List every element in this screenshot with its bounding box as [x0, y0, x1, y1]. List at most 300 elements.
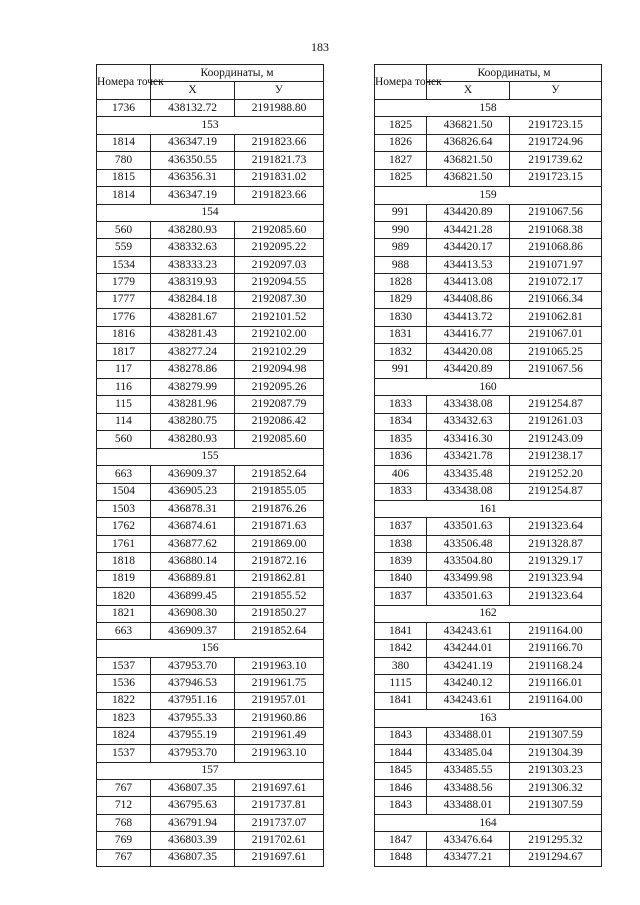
y-coordinate-cell: 2191723.15 [510, 117, 602, 134]
y-coordinate-cell: 2192095.26 [235, 378, 324, 395]
x-coordinate-cell: 434243.61 [427, 623, 510, 640]
point-number-cell: 1837 [375, 518, 427, 535]
y-coordinate-cell: 2192102.29 [235, 344, 324, 361]
group-label: 163 [375, 710, 602, 727]
table-row [97, 518, 324, 535]
point-number-cell: 1825 [375, 169, 427, 186]
point-number-cell: 117 [97, 361, 151, 378]
table-row [97, 483, 324, 500]
y-coordinate-cell: 2191323.64 [510, 518, 602, 535]
group-label: 156 [97, 640, 324, 657]
x-coordinate-cell: 433476.64 [427, 832, 510, 849]
x-coordinate-cell: 434416.77 [427, 326, 510, 343]
y-coordinate-cell: 2191697.61 [235, 779, 324, 796]
y-coordinate-cell: 2191164.00 [510, 623, 602, 640]
x-coordinate-cell: 434243.61 [427, 692, 510, 709]
y-coordinate-cell: 2191261.03 [510, 413, 602, 430]
x-coordinate-cell: 438319.93 [151, 274, 235, 291]
y-coordinate-cell: 2192095.22 [235, 239, 324, 256]
table-row [375, 483, 602, 500]
table-row [375, 396, 602, 413]
table-row [375, 640, 602, 657]
point-number-cell: 1831 [375, 326, 427, 343]
x-coordinate-cell: 436877.62 [151, 535, 235, 552]
y-coordinate-cell: 2191852.64 [235, 623, 324, 640]
table-row [375, 256, 602, 273]
point-number-cell: 1816 [97, 326, 151, 343]
column-header-coordinates: Координаты, м [427, 65, 602, 82]
y-coordinate-cell: 2191068.86 [510, 239, 602, 256]
point-number-cell: 1826 [375, 134, 427, 151]
x-coordinate-cell: 433438.08 [427, 396, 510, 413]
y-coordinate-cell: 2191166.01 [510, 675, 602, 692]
table-row [375, 553, 602, 570]
group-label: 162 [375, 605, 602, 622]
x-coordinate-cell: 434408.86 [427, 291, 510, 308]
point-number-cell: 1761 [97, 535, 151, 552]
table-row [375, 152, 602, 169]
point-number-cell: 1536 [97, 675, 151, 692]
table-row [375, 675, 602, 692]
y-coordinate-cell: 2191067.56 [510, 204, 602, 221]
x-coordinate-cell: 433485.55 [427, 762, 510, 779]
table-row [97, 274, 324, 291]
y-coordinate-cell: 2191067.01 [510, 326, 602, 343]
x-coordinate-cell: 433438.08 [427, 483, 510, 500]
point-number-cell: 991 [375, 204, 427, 221]
point-number-cell: 1834 [375, 413, 427, 430]
table-row [375, 291, 602, 308]
y-coordinate-cell: 2191957.01 [235, 692, 324, 709]
x-coordinate-cell: 436821.50 [427, 117, 510, 134]
table-row [97, 797, 324, 814]
column-header-x: X [427, 82, 510, 99]
table-row [97, 152, 324, 169]
table-row [375, 832, 602, 849]
table-row [97, 570, 324, 587]
point-number-cell: 1115 [375, 675, 427, 692]
table-row [375, 779, 602, 796]
point-number-cell: 1844 [375, 745, 427, 762]
table-row [97, 413, 324, 430]
table-row [97, 256, 324, 273]
x-coordinate-cell: 434420.89 [427, 204, 510, 221]
x-coordinate-cell: 438281.67 [151, 309, 235, 326]
group-row [375, 187, 602, 204]
y-coordinate-cell: 2191737.81 [235, 797, 324, 814]
point-number-cell: 1841 [375, 692, 427, 709]
x-coordinate-cell: 438332.63 [151, 239, 235, 256]
table-row [375, 169, 602, 186]
x-coordinate-cell: 433432.63 [427, 413, 510, 430]
table-row [97, 169, 324, 186]
point-number-cell: 1835 [375, 431, 427, 448]
table-row [97, 344, 324, 361]
y-coordinate-cell: 2191737.07 [235, 814, 324, 831]
x-coordinate-cell: 437953.70 [151, 657, 235, 674]
y-coordinate-cell: 2192086.42 [235, 413, 324, 430]
column-header-coordinates: Координаты, м [151, 65, 324, 82]
point-number-cell: 1839 [375, 553, 427, 570]
point-number-cell: 1534 [97, 256, 151, 273]
table-row [375, 239, 602, 256]
y-coordinate-cell: 2191166.70 [510, 640, 602, 657]
point-number-cell: 1832 [375, 344, 427, 361]
point-number-cell: 116 [97, 378, 151, 395]
table-row [375, 448, 602, 465]
point-number-cell: 1815 [97, 169, 151, 186]
x-coordinate-cell: 436826.64 [427, 134, 510, 151]
point-number-cell: 1818 [97, 553, 151, 570]
point-number-cell: 1537 [97, 745, 151, 762]
table-row [375, 117, 602, 134]
x-coordinate-cell: 434413.08 [427, 274, 510, 291]
group-row [375, 99, 602, 116]
x-coordinate-cell: 433501.63 [427, 588, 510, 605]
column-header-y: У [235, 82, 324, 99]
y-coordinate-cell: 2191702.61 [235, 832, 324, 849]
y-coordinate-cell: 2192102.00 [235, 326, 324, 343]
x-coordinate-cell: 433485.04 [427, 745, 510, 762]
point-number-cell: 663 [97, 466, 151, 483]
table-row [375, 361, 602, 378]
table-row [375, 221, 602, 238]
group-row [375, 378, 602, 395]
table-row [375, 692, 602, 709]
point-number-cell: 1846 [375, 779, 427, 796]
point-number-cell: 560 [97, 221, 151, 238]
y-coordinate-cell: 2191066.34 [510, 291, 602, 308]
y-coordinate-cell: 2191168.24 [510, 657, 602, 674]
table-row [97, 849, 324, 866]
y-coordinate-cell: 2191071.97 [510, 256, 602, 273]
point-number-cell: 1838 [375, 535, 427, 552]
x-coordinate-cell: 438281.96 [151, 396, 235, 413]
coordinates-table-right [374, 64, 602, 867]
x-coordinate-cell: 437946.53 [151, 675, 235, 692]
table-row [375, 344, 602, 361]
point-number-cell: 1827 [375, 152, 427, 169]
x-coordinate-cell: 434420.89 [427, 361, 510, 378]
x-coordinate-cell: 438277.24 [151, 344, 235, 361]
y-coordinate-cell: 2191062.81 [510, 309, 602, 326]
point-number-cell: 1814 [97, 187, 151, 204]
y-coordinate-cell: 2191855.52 [235, 588, 324, 605]
x-coordinate-cell: 437955.19 [151, 727, 235, 744]
table-row [375, 657, 602, 674]
table-row [97, 623, 324, 640]
point-number-cell: 991 [375, 361, 427, 378]
table-row [97, 832, 324, 849]
x-coordinate-cell: 436791.94 [151, 814, 235, 831]
y-coordinate-cell: 2191068.38 [510, 221, 602, 238]
x-coordinate-cell: 436889.81 [151, 570, 235, 587]
column-header-point-number: Номера точек [375, 65, 427, 100]
table-row [97, 326, 324, 343]
point-number-cell: 1833 [375, 483, 427, 500]
table-row [375, 745, 602, 762]
y-coordinate-cell: 2192094.98 [235, 361, 324, 378]
table-row [97, 239, 324, 256]
table-row [97, 378, 324, 395]
table-row [375, 727, 602, 744]
x-coordinate-cell: 438281.43 [151, 326, 235, 343]
table-row [375, 309, 602, 326]
x-coordinate-cell: 438279.99 [151, 378, 235, 395]
y-coordinate-cell: 2191243.09 [510, 431, 602, 448]
table-row [375, 274, 602, 291]
table-row [375, 623, 602, 640]
table-row [97, 692, 324, 709]
x-coordinate-cell: 436878.31 [151, 500, 235, 517]
y-coordinate-cell: 2191164.00 [510, 692, 602, 709]
table-row [375, 762, 602, 779]
table-row [375, 588, 602, 605]
y-coordinate-cell: 2191823.66 [235, 134, 324, 151]
y-coordinate-cell: 2191238.17 [510, 448, 602, 465]
table-row [97, 221, 324, 238]
y-coordinate-cell: 2191963.10 [235, 657, 324, 674]
table-row [97, 657, 324, 674]
point-number-cell: 1841 [375, 623, 427, 640]
y-coordinate-cell: 2191869.00 [235, 535, 324, 552]
point-number-cell: 769 [97, 832, 151, 849]
table-row [97, 727, 324, 744]
table-row [375, 326, 602, 343]
point-number-cell: 1836 [375, 448, 427, 465]
point-number-cell: 1843 [375, 727, 427, 744]
point-number-cell: 1833 [375, 396, 427, 413]
point-number-cell: 1847 [375, 832, 427, 849]
table-row [97, 431, 324, 448]
x-coordinate-cell: 436899.45 [151, 588, 235, 605]
x-coordinate-cell: 438132.72 [151, 99, 235, 116]
point-number-cell: 1848 [375, 849, 427, 866]
y-coordinate-cell: 2191871.63 [235, 518, 324, 535]
point-number-cell: 559 [97, 239, 151, 256]
x-coordinate-cell: 434413.72 [427, 309, 510, 326]
point-number-cell: 1823 [97, 710, 151, 727]
group-label: 153 [97, 117, 324, 134]
group-label: 154 [97, 204, 324, 221]
y-coordinate-cell: 2192085.60 [235, 431, 324, 448]
x-coordinate-cell: 434420.17 [427, 239, 510, 256]
point-number-cell: 990 [375, 221, 427, 238]
y-coordinate-cell: 2191323.64 [510, 588, 602, 605]
table-row [375, 535, 602, 552]
x-coordinate-cell: 433506.48 [427, 535, 510, 552]
y-coordinate-cell: 2191855.05 [235, 483, 324, 500]
x-coordinate-cell: 433477.21 [427, 849, 510, 866]
table-row [97, 361, 324, 378]
y-coordinate-cell: 2191831.02 [235, 169, 324, 186]
y-coordinate-cell: 2191823.66 [235, 187, 324, 204]
table-row [97, 535, 324, 552]
point-number-cell: 712 [97, 797, 151, 814]
table-row [375, 431, 602, 448]
table-row [97, 187, 324, 204]
x-coordinate-cell: 438280.75 [151, 413, 235, 430]
x-coordinate-cell: 436350.55 [151, 152, 235, 169]
y-coordinate-cell: 2192087.30 [235, 291, 324, 308]
point-number-cell: 1504 [97, 483, 151, 500]
y-coordinate-cell: 2191323.94 [510, 570, 602, 587]
x-coordinate-cell: 436909.37 [151, 623, 235, 640]
y-coordinate-cell: 2191872.16 [235, 553, 324, 570]
x-coordinate-cell: 436807.35 [151, 849, 235, 866]
table-row [97, 134, 324, 151]
point-number-cell: 114 [97, 413, 151, 430]
table-row [97, 814, 324, 831]
y-coordinate-cell: 2191294.67 [510, 849, 602, 866]
y-coordinate-cell: 2192094.55 [235, 274, 324, 291]
point-number-cell: 560 [97, 431, 151, 448]
y-coordinate-cell: 2191876.26 [235, 500, 324, 517]
page-number: 183 [311, 40, 329, 54]
point-number-cell: 1779 [97, 274, 151, 291]
table-row [375, 204, 602, 221]
x-coordinate-cell: 438280.93 [151, 431, 235, 448]
x-coordinate-cell: 436807.35 [151, 779, 235, 796]
group-label: 155 [97, 448, 324, 465]
y-coordinate-cell: 2191072.17 [510, 274, 602, 291]
point-number-cell: 989 [375, 239, 427, 256]
table-row [97, 779, 324, 796]
group-label: 164 [375, 814, 602, 831]
point-number-cell: 1825 [375, 117, 427, 134]
table-row [97, 675, 324, 692]
table-row [375, 570, 602, 587]
y-coordinate-cell: 2191067.56 [510, 361, 602, 378]
y-coordinate-cell: 2192085.60 [235, 221, 324, 238]
point-number-cell: 1503 [97, 500, 151, 517]
table-row [97, 466, 324, 483]
y-coordinate-cell: 2191724.96 [510, 134, 602, 151]
x-coordinate-cell: 436821.50 [427, 169, 510, 186]
x-coordinate-cell: 438333.23 [151, 256, 235, 273]
table-row [97, 745, 324, 762]
y-coordinate-cell: 2191963.10 [235, 745, 324, 762]
point-number-cell: 115 [97, 396, 151, 413]
group-label: 160 [375, 378, 602, 395]
table-row [375, 849, 602, 866]
point-number-cell: 380 [375, 657, 427, 674]
group-row [97, 117, 324, 134]
y-coordinate-cell: 2191821.73 [235, 152, 324, 169]
point-number-cell: 1842 [375, 640, 427, 657]
x-coordinate-cell: 433488.01 [427, 727, 510, 744]
x-coordinate-cell: 436909.37 [151, 466, 235, 483]
y-coordinate-cell: 2191304.39 [510, 745, 602, 762]
point-number-cell: 1817 [97, 344, 151, 361]
table-row [375, 466, 602, 483]
x-coordinate-cell: 436803.39 [151, 832, 235, 849]
x-coordinate-cell: 433499.98 [427, 570, 510, 587]
x-coordinate-cell: 434244.01 [427, 640, 510, 657]
y-coordinate-cell: 2191254.87 [510, 483, 602, 500]
point-number-cell: 768 [97, 814, 151, 831]
table-row [97, 588, 324, 605]
table-row [97, 553, 324, 570]
y-coordinate-cell: 2191739.62 [510, 152, 602, 169]
point-number-cell: 406 [375, 466, 427, 483]
x-coordinate-cell: 434241.19 [427, 657, 510, 674]
point-number-cell: 780 [97, 152, 151, 169]
header-row [97, 65, 324, 82]
point-number-cell: 1840 [375, 570, 427, 587]
x-coordinate-cell: 437953.70 [151, 745, 235, 762]
x-coordinate-cell: 436347.19 [151, 187, 235, 204]
y-coordinate-cell: 2191960.86 [235, 710, 324, 727]
point-number-cell: 1824 [97, 727, 151, 744]
y-coordinate-cell: 2191988.80 [235, 99, 324, 116]
table-row [97, 291, 324, 308]
x-coordinate-cell: 437955.33 [151, 710, 235, 727]
y-coordinate-cell: 2191852.64 [235, 466, 324, 483]
x-coordinate-cell: 433421.78 [427, 448, 510, 465]
x-coordinate-cell: 436905.23 [151, 483, 235, 500]
table-row [97, 396, 324, 413]
x-coordinate-cell: 438284.18 [151, 291, 235, 308]
x-coordinate-cell: 433416.30 [427, 431, 510, 448]
point-number-cell: 767 [97, 779, 151, 796]
point-number-cell: 1843 [375, 797, 427, 814]
group-row [97, 448, 324, 465]
y-coordinate-cell: 2191723.15 [510, 169, 602, 186]
y-coordinate-cell: 2191065.25 [510, 344, 602, 361]
y-coordinate-cell: 2191252.20 [510, 466, 602, 483]
point-number-cell: 1822 [97, 692, 151, 709]
point-number-cell: 1777 [97, 291, 151, 308]
table-row [97, 605, 324, 622]
y-coordinate-cell: 2192097.03 [235, 256, 324, 273]
point-number-cell: 1820 [97, 588, 151, 605]
point-number-cell: 1821 [97, 605, 151, 622]
column-header-x: X [151, 82, 235, 99]
y-coordinate-cell: 2192087.79 [235, 396, 324, 413]
column-header-y: У [510, 82, 602, 99]
y-coordinate-cell: 2191850.27 [235, 605, 324, 622]
x-coordinate-cell: 433435.48 [427, 466, 510, 483]
x-coordinate-cell: 436795.63 [151, 797, 235, 814]
y-coordinate-cell: 2191329.17 [510, 553, 602, 570]
group-label: 158 [375, 99, 602, 116]
y-coordinate-cell: 2192101.52 [235, 309, 324, 326]
x-coordinate-cell: 436821.50 [427, 152, 510, 169]
x-coordinate-cell: 434413.53 [427, 256, 510, 273]
group-row [97, 640, 324, 657]
x-coordinate-cell: 436880.14 [151, 553, 235, 570]
y-coordinate-cell: 2191961.75 [235, 675, 324, 692]
x-coordinate-cell: 438280.93 [151, 221, 235, 238]
point-number-cell: 1736 [97, 99, 151, 116]
table-row [375, 518, 602, 535]
group-row [375, 814, 602, 831]
table-row [375, 134, 602, 151]
group-row [97, 204, 324, 221]
group-row [375, 605, 602, 622]
y-coordinate-cell: 2191307.59 [510, 727, 602, 744]
x-coordinate-cell: 436356.31 [151, 169, 235, 186]
group-row [375, 710, 602, 727]
point-number-cell: 1828 [375, 274, 427, 291]
y-coordinate-cell: 2191862.81 [235, 570, 324, 587]
y-coordinate-cell: 2191697.61 [235, 849, 324, 866]
point-number-cell: 663 [97, 623, 151, 640]
x-coordinate-cell: 433488.56 [427, 779, 510, 796]
point-number-cell: 1830 [375, 309, 427, 326]
y-coordinate-cell: 2191328.87 [510, 535, 602, 552]
